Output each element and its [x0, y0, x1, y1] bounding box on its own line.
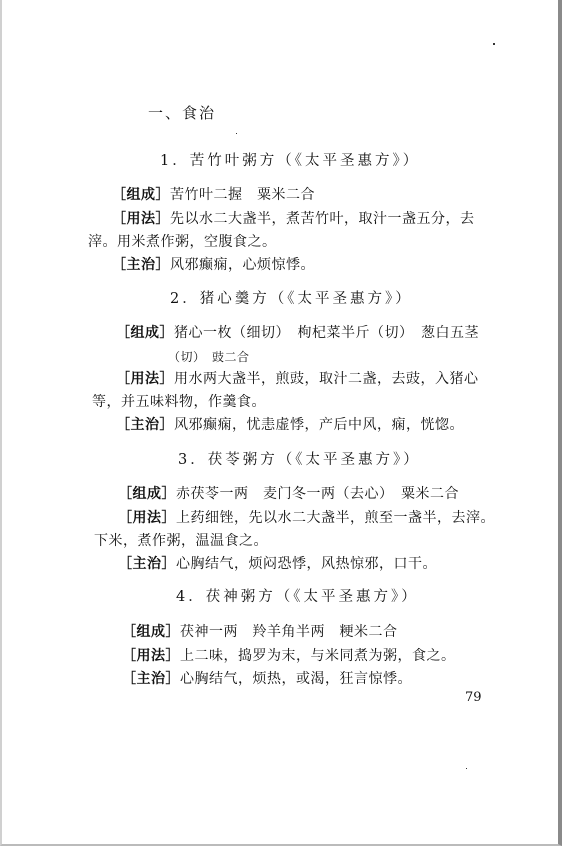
composition-text: （切） 豉二合: [168, 350, 250, 364]
scan-speck: [493, 43, 495, 45]
section-heading: 一、食治: [148, 104, 217, 122]
recipe-4-composition: [122, 621, 398, 641]
recipe-2-usage-cont: [92, 391, 266, 411]
recipe-2-composition-cont: [168, 348, 250, 365]
scan-speck: [236, 133, 237, 134]
usage-label: ［用法］: [118, 510, 176, 526]
indication-text: 风邪癫痫，忧恚虚悸，产后中风，痫，恍惚。: [174, 417, 464, 433]
recipe-2-indication: [116, 414, 464, 434]
usage-text: 等，并五味料物，作羹食。: [92, 394, 266, 410]
composition-text: 茯神一两 羚羊角半两 粳米二合: [180, 624, 398, 640]
recipe-3-indication: [118, 553, 437, 573]
usage-text: 上二味，捣罗为末，与米同煮为粥，食之。: [180, 648, 456, 664]
indication-label: ［主治］: [116, 417, 174, 433]
indication-label: ［主治］: [112, 257, 170, 273]
usage-text: 下米，煮作粥，温温食之。: [94, 533, 268, 549]
recipe-1-usage-cont: [88, 231, 277, 251]
composition-label: ［组成］: [112, 187, 170, 203]
recipe-2-usage: [116, 368, 479, 388]
recipe-2-composition: [116, 322, 479, 342]
composition-label: ［组成］: [118, 486, 176, 502]
recipe-4-title: 4．茯神粥方（《太平圣惠方》）: [176, 589, 419, 605]
recipe-1-composition: [112, 184, 315, 204]
recipe-2-title: 2．猪心羹方（《太平圣惠方》）: [170, 291, 413, 307]
composition-text: 猪心一枚（细切） 枸杞菜半斤（切） 葱白五茎: [174, 325, 479, 341]
recipe-1-title: 1．苦竹叶粥方（《太平圣惠方》）: [160, 153, 421, 169]
usage-text: 上药细锉，先以水二大盏半，煎至一盏半，去滓。: [176, 510, 495, 526]
usage-text: 滓。用米煮作粥，空腹食之。: [88, 234, 277, 250]
composition-text: 苦竹叶二握 粟米二合: [170, 187, 315, 203]
recipe-3-title: 3．茯苓粥方（《太平圣惠方》）: [178, 452, 421, 468]
recipe-3-usage: [118, 507, 495, 527]
usage-label: ［用法］: [122, 648, 180, 664]
recipe-4-indication: [122, 668, 412, 688]
scan-speck: [466, 768, 467, 769]
recipe-3-usage-cont: [94, 530, 268, 550]
usage-text: 用水两大盏半，煎豉，取汁二盏，去豉，入猪心: [174, 371, 479, 387]
indication-text: 心胸结气，烦热，或渴，狂言惊悸。: [180, 671, 412, 687]
usage-text: 先以水二大盏半，煮苦竹叶，取汁一盏五分，去: [170, 211, 475, 227]
usage-label: ［用法］: [112, 211, 170, 227]
recipe-3-composition: [118, 483, 459, 503]
recipe-1-usage: [112, 208, 475, 228]
composition-text: 赤茯苓一两 麦门冬一两（去心） 粟米二合: [176, 486, 459, 502]
indication-label: ［主治］: [118, 556, 176, 572]
indication-text: 风邪癫痫，心烦惊悸。: [170, 257, 315, 273]
usage-label: ［用法］: [116, 371, 174, 387]
composition-label: ［组成］: [116, 325, 174, 341]
indication-label: ［主治］: [122, 671, 180, 687]
page-number: 79: [465, 690, 482, 705]
recipe-4-usage: [122, 645, 456, 665]
recipe-1-indication: [112, 254, 315, 274]
indication-text: 心胸结气，烦闷恐悸，风热惊邪，口干。: [176, 556, 437, 572]
composition-label: ［组成］: [122, 624, 180, 640]
